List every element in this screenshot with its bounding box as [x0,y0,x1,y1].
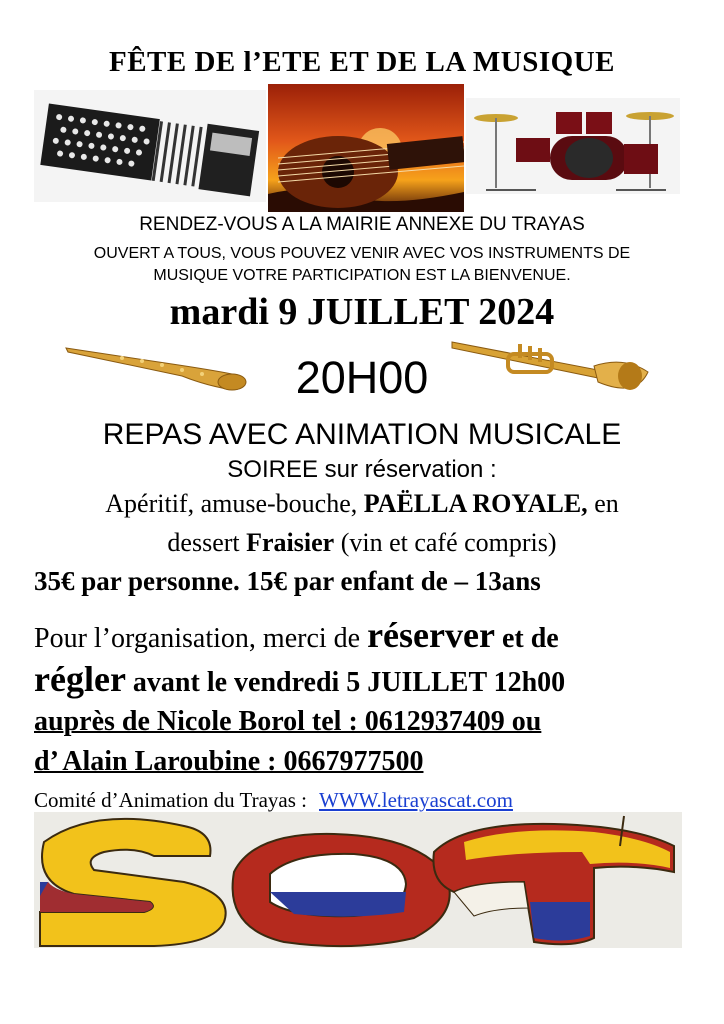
comite-logo [34,812,682,948]
contact1-text: auprès de Nicole Borol tel : 0612937409 ou [34,706,542,737]
menu-part4: (vin et café compris) [334,528,557,557]
organisation-contact1 [34,706,541,738]
menu-line1 [0,489,724,519]
contact2-text: d’ Alain Laroubine : 0667977500 [34,746,424,777]
trumpet-icon [448,336,652,402]
menu-part1: Apéritif, amuse-bouche, [105,489,364,518]
menu-part2: en [587,489,619,518]
footer [34,788,513,813]
organisation-line2 [34,658,565,700]
accordion-icon [34,90,266,202]
footer-label: Comité d’Animation du Trayas : [34,788,307,812]
menu-part3: dessert [167,528,247,557]
price-info: 35€ par personne. 15€ par enfant de – 13ans [34,566,541,596]
menu-line2 [0,528,724,558]
org-reserver: réserver [367,615,495,655]
organisation-line1 [34,614,559,656]
event-soiree: SOIREE sur réservation : [227,456,497,483]
rendezvous-info [0,243,724,287]
org-intro: Pour l’organisation, merci de [34,623,368,654]
menu-paella: PAËLLA ROYALE, [363,489,588,518]
event-time: 20H00 [295,352,429,403]
org-regler: régler [34,659,126,699]
rendezvous-line2: OUVERT A TOUS, VOUS POUVEZ VENIR AVEC VOS INSTRUMENTS DE [93,245,631,262]
rendezvous-location: RENDEZ-VOUS A LA MAIRIE ANNEXE DU TRAYAS [139,214,585,235]
org-et-de: et de [494,623,559,654]
menu-fraisier: Fraisier [246,528,335,557]
rendezvous-line3: MUSIQUE VOTRE PARTICIPATION EST LA BIENVENUE. [153,267,571,284]
guitar-icon [268,84,464,212]
event-repas: REPAS AVEC ANIMATION MUSICALE [102,418,622,451]
event-date: mardi 9 JUILLET 2024 [169,291,555,333]
organisation-contact2 [34,746,423,778]
website-link[interactable]: WWW.letrayascat.com [319,788,513,812]
drum-kit-icon [466,98,680,194]
page-title: FÊTE DE l’ETE ET DE LA MUSIQUE [109,46,615,78]
org-deadline: avant le vendredi 5 JUILLET 12h00 [125,667,566,698]
